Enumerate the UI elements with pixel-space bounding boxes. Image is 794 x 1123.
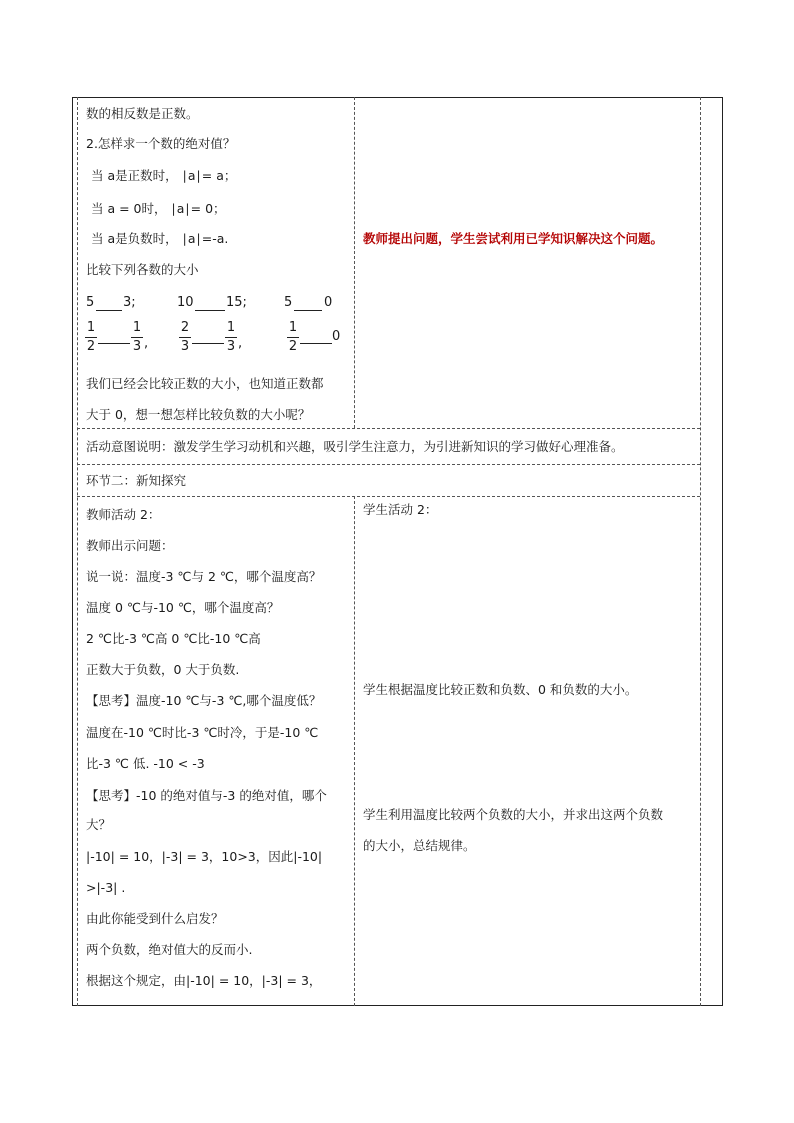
table-left-border <box>72 97 73 1006</box>
fraction-denominator: 2 <box>86 339 96 354</box>
answer-blank <box>294 310 322 311</box>
answer-blank <box>96 310 122 311</box>
text-line: 比-3 ℃ 低. -10 < -3 <box>86 756 205 771</box>
comma: , <box>144 336 149 351</box>
text-line: 当 a是正数时， ∣a∣= a； <box>91 168 237 183</box>
compare-value: 5 <box>284 295 293 310</box>
text-line: 2 ℃比-3 ℃高 0 ℃比-10 ℃高 <box>86 631 261 646</box>
row-divider-1 <box>77 428 700 429</box>
answer-blank <box>192 343 224 344</box>
answer-blank <box>195 310 225 311</box>
fraction-numerator: 2 <box>180 320 190 335</box>
text-line: 2.怎样求一个数的绝对值？ <box>86 136 236 151</box>
text-line: 比较下列各数的大小 <box>86 262 199 277</box>
text-line: 【思考】-10 的绝对值与-3 的绝对值，哪个 <box>86 788 327 803</box>
text-line: 温度 0 ℃与-10 ℃，哪个温度高？ <box>86 600 280 615</box>
text-line: 教师出示问题： <box>86 538 174 553</box>
text-line: |-10| = 10，|-3| = 3，10>3，因此|-10| <box>86 849 323 864</box>
fraction-denominator: 2 <box>288 339 298 354</box>
fraction <box>287 320 299 355</box>
table-top-border <box>72 97 723 98</box>
inner-left-dashed-line <box>77 97 78 1006</box>
compare-value: 0 <box>324 295 333 310</box>
answer-blank <box>300 343 332 344</box>
text-line: 教师活动 2： <box>86 507 161 522</box>
fraction-denominator: 3 <box>132 339 142 354</box>
answer-blank <box>98 343 130 344</box>
activity-intent: 活动意图说明：激发学生学习动机和兴趣，吸引学生注意力，为引进新知识的学习做好心理准备。 <box>86 439 624 454</box>
text-line: 大于 0，想一想怎样比较负数的大小呢？ <box>86 407 311 422</box>
text-line: 两个负数，绝对值大的反而小. <box>86 942 253 957</box>
text-line: 当 a是负数时， ∣a∣=-a. <box>91 231 229 246</box>
inner-right-dashed-line <box>700 97 701 1006</box>
fraction-numerator: 1 <box>288 320 298 335</box>
row-divider-2 <box>77 464 700 465</box>
fraction-denominator: 3 <box>180 339 190 354</box>
fraction <box>225 320 237 355</box>
text-line: 我们已经会比较正数的大小，也知道正数都 <box>86 376 324 391</box>
text-line: 根据这个规定，由|-10| = 10，|-3| = 3， <box>86 973 322 988</box>
text-line: 正数大于负数，0 大于负数. <box>86 662 240 677</box>
fraction-numerator: 1 <box>86 320 96 335</box>
text-line: 数的相反数是正数。 <box>86 106 199 121</box>
student-activity-text: 的大小，总结规律。 <box>363 838 476 853</box>
compare-value: 15; <box>226 295 247 310</box>
teacher-question-note: 教师提出问题，学生尝试利用已学知识解决这个问题。 <box>363 231 664 246</box>
stage-title: 环节二：新知探究 <box>86 473 187 488</box>
compare-value: 0 <box>332 329 341 344</box>
fraction-numerator: 1 <box>226 320 236 335</box>
table-bottom-border <box>72 1005 723 1006</box>
compare-value: 5 <box>86 295 95 310</box>
text-line: >|-3| . <box>86 880 126 895</box>
fraction <box>85 320 97 355</box>
text-line: 温度在-10 ℃时比-3 ℃时冷，于是-10 ℃ <box>86 725 319 740</box>
column-divider-top <box>354 97 355 428</box>
text-line: 说一说：温度-3 ℃与 2 ℃，哪个温度高？ <box>86 569 322 584</box>
text-line: 大？ <box>86 817 112 832</box>
fraction <box>131 320 143 355</box>
fraction-numerator: 1 <box>132 320 142 335</box>
compare-value: 10 <box>177 295 194 310</box>
student-activity-text: 学生根据温度比较正数和负数、0 和负数的大小。 <box>363 682 638 697</box>
table-right-border <box>722 97 723 1006</box>
student-activity-text: 学生利用温度比较两个负数的大小，并求出这两个负数 <box>363 807 664 822</box>
column-divider-bottom <box>354 496 355 1006</box>
text-line: 【思考】温度-10 ℃与-3 ℃,哪个温度低？ <box>86 693 322 708</box>
fraction-denominator: 3 <box>226 339 236 354</box>
fraction <box>179 320 191 355</box>
text-line: 当 a = 0时， ∣a∣= 0； <box>91 201 226 216</box>
row-divider-3 <box>77 496 700 497</box>
text-line: 由此你能受到什么启发？ <box>86 911 224 926</box>
comma: , <box>238 336 243 351</box>
compare-value: 3; <box>123 295 136 310</box>
student-activity-title: 学生活动 2： <box>363 502 438 517</box>
